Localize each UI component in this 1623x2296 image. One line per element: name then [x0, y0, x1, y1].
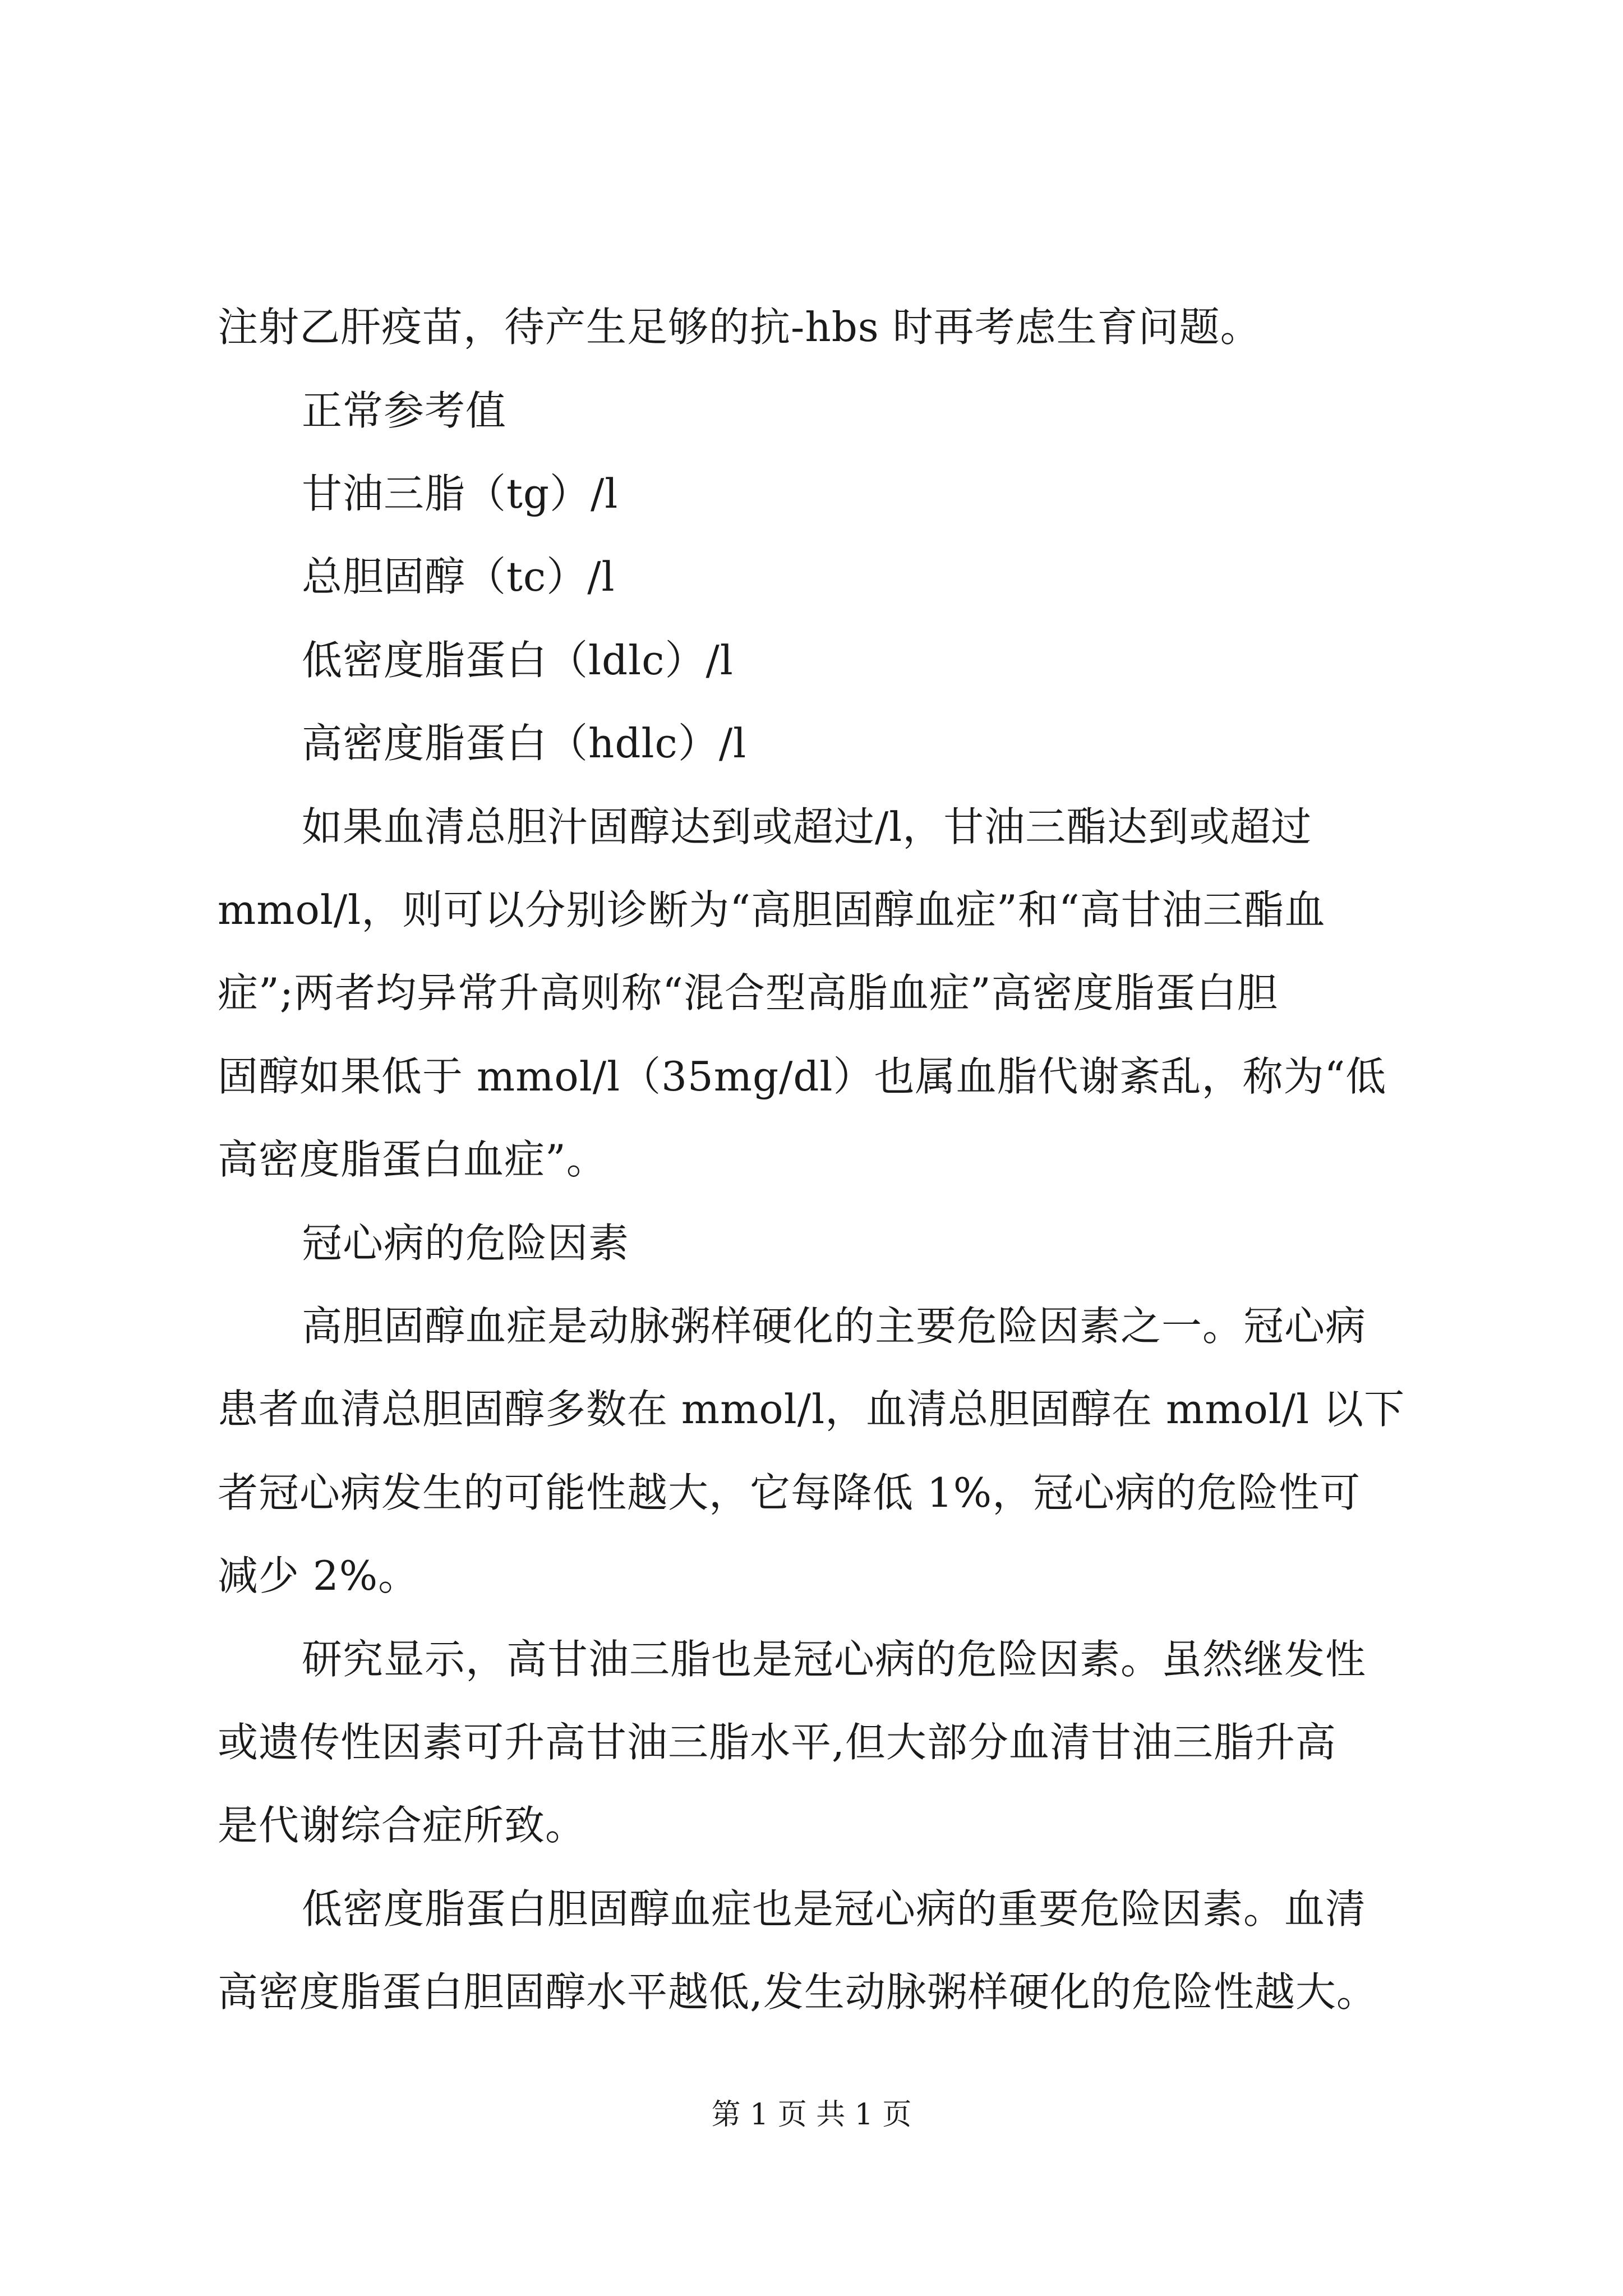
- text-line: 是代谢综合症所致。: [218, 1802, 587, 1849]
- reference-item: 总胆固醇（tc）/l: [302, 553, 615, 600]
- text-line: 低密度脂蛋白胆固醇血症也是冠心病的重要危险因素。血清: [302, 1885, 1367, 1932]
- text-line: 注射乙肝疫苗，待产生足够的抗-hbs 时再考虑生育问题。: [218, 303, 1261, 351]
- text-line: 研究显示，高甘油三脂也是冠心病的危险因素。虽然继发性: [302, 1636, 1367, 1683]
- reference-item: 低密度脂蛋白（ldlc）/l: [302, 637, 734, 684]
- text-line: 高密度脂蛋白胆固醇水平越低,发生动脉粥样硬化的危险性越大。: [218, 1968, 1377, 2016]
- text-line: 高胆固醇血症是动脉粥样硬化的主要危险因素之一。冠心病: [302, 1303, 1367, 1350]
- text-line: 或遗传性因素可升高甘油三脂水平,但大部分血清甘油三脂升高: [218, 1719, 1336, 1766]
- section-heading: 正常参考值: [302, 387, 507, 434]
- text-line: 固醇如果低于 mmol/l（35mg/dl）也属血脂代谢紊乱，称为“低: [218, 1053, 1387, 1100]
- reference-item: 甘油三脂（tg）/l: [302, 470, 619, 517]
- text-line: 如果血清总胆汁固醇达到或超过/l，甘油三酯达到或超过: [302, 803, 1312, 850]
- text-line: 高密度脂蛋白血症”。: [218, 1136, 607, 1183]
- text-line: 症”;两者均异常升高则称“混合型高脂血症”高密度脂蛋白胆: [218, 969, 1278, 1016]
- text-line: 减少 2%。: [218, 1552, 419, 1599]
- text-line: mmol/l，则可以分别诊断为“高胆固醇血症”和“高甘油三酯血: [218, 886, 1326, 933]
- section-heading: 冠心病的危险因素: [302, 1220, 630, 1267]
- text-line: 者冠心病发生的可能性越大，它每降低 1%，冠心病的危险性可: [218, 1469, 1361, 1516]
- page-footer: 第 1 页 共 1 页: [711, 2098, 912, 2132]
- reference-item: 高密度脂蛋白（hdlc）/l: [302, 720, 747, 767]
- text-line: 患者血清总胆固醇多数在 mmol/l，血清总胆固醇在 mmol/l 以下: [218, 1386, 1405, 1433]
